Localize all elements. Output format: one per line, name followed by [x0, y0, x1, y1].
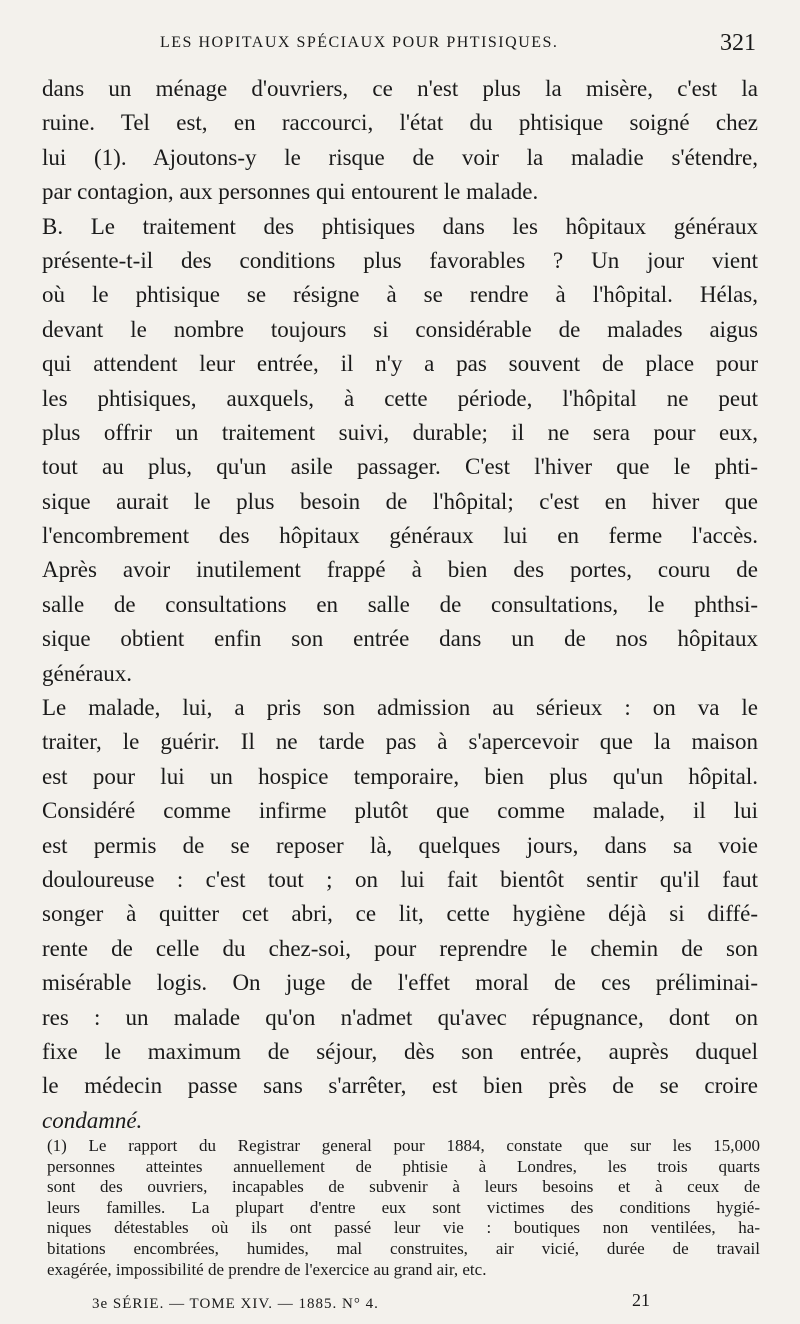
- body-line: songer à quitter cet abri, ce lit, cette hygiène déjà si diffé-: [42, 901, 758, 927]
- body-line: plus offrir un traitement suivi, durable; il ne sera pour eux,: [42, 419, 758, 445]
- body-line: B. Le traitement des phtisiques dans les hôpitaux généraux: [42, 213, 758, 239]
- body-line: res : un malade qu'on n'admet qu'avec répugnance, dont on: [42, 1004, 758, 1030]
- body-line: est permis de se reposer là, quelques jours, dans sa voie: [42, 832, 758, 858]
- body-line: sique obtient enfin son entrée dans un de nos hôpitaux: [42, 626, 758, 652]
- body-line: par contagion, aux personnes qui entourent le malade.: [42, 179, 539, 205]
- body-line: Le malade, lui, a pris son admission au sérieux : on va le: [42, 695, 758, 721]
- footnote-line: niques détestables où ils ont passé leur vie : boutiques non ventilées, ha-: [47, 1218, 760, 1238]
- body-line: le médecin passe sans s'arrêter, est bien près de se croire: [42, 1073, 758, 1099]
- body-line: tout au plus, qu'un asile passager. C'est l'hiver que le phti-: [42, 454, 758, 480]
- footnote-line: sont des ouvriers, incapables de subvenir à leurs besoins et à ceux de: [47, 1177, 760, 1197]
- body-line: présente-t-il des conditions plus favorables ? Un jour vient: [42, 247, 758, 273]
- footnote: [47, 1136, 760, 1280]
- body-line: salle de consultations en salle de consultations, le phthsi-: [42, 591, 758, 617]
- body-text: [42, 72, 758, 1138]
- page-number: 321: [720, 30, 756, 56]
- body-line: devant le nombre toujours si considérable de malades aigus: [42, 316, 758, 342]
- body-line: ruine. Tel est, en raccourci, l'état du phtisique soigné chez: [42, 110, 758, 136]
- body-line: condamné.: [42, 1107, 143, 1133]
- footnote-line: bitations encombrées, humides, mal construites, air vicié, durée de travail: [47, 1238, 760, 1258]
- body-line: dans un ménage d'ouvriers, ce n'est plus la misère, c'est la: [42, 76, 758, 101]
- body-line: qui attendent leur entrée, il n'y a pas souvent de place pour: [42, 351, 758, 377]
- printer-signature: 3e SÉRIE. — TOME XIV. — 1885. N° 4.: [92, 1296, 379, 1312]
- body-line: Après avoir inutilement frappé à bien des portes, couru de: [42, 557, 758, 583]
- body-line: est pour lui un hospice temporaire, bien plus qu'un hôpital.: [42, 763, 758, 789]
- body-line: traiter, le guérir. Il ne tarde pas à s'apercevoir que la maison: [42, 729, 758, 755]
- body-line: où le phtisique se résigne à se rendre à l'hôpital. Hélas,: [42, 282, 758, 308]
- footnote-line: (1) Le rapport du Registrar general pour 1884, constate que sur les 15,000: [47, 1136, 760, 1155]
- body-line: rente de celle du chez-soi, pour reprendre le chemin de son: [42, 935, 758, 961]
- body-line: fixe le maximum de séjour, dès son entrée, auprès duquel: [42, 1038, 758, 1064]
- body-line: misérable logis. On juge de l'effet moral de ces préliminai-: [42, 970, 758, 996]
- body-line: lui (1). Ajoutons-y le risque de voir la maladie s'étendre,: [42, 144, 758, 170]
- running-title: LES HOPITAUX SPÉCIAUX POUR PHTISIQUES.: [160, 34, 559, 51]
- sheet-number: 21: [632, 1290, 650, 1310]
- footnote-line: personnes atteintes annuellement de phtisie à Londres, les trois quarts: [47, 1156, 760, 1176]
- footnote-line: exagérée, impossibilité de prendre de l'exercice au grand air, etc.: [47, 1259, 487, 1279]
- body-line: sique aurait le plus besoin de l'hôpital; c'est en hiver que: [42, 488, 758, 514]
- body-line: Considéré comme infirme plutôt que comme malade, il lui: [42, 798, 758, 824]
- body-line: généraux.: [42, 660, 133, 686]
- body-line: les phtisiques, auxquels, à cette période, l'hôpital ne peut: [42, 385, 758, 411]
- footnote-line: leurs familles. La plupart d'entre eux sont victimes des conditions hygié-: [47, 1197, 760, 1217]
- body-line: l'encombrement des hôpitaux généraux lui en ferme l'accès.: [42, 523, 758, 549]
- body-line: douloureuse : c'est tout ; on lui fait bientôt sentir qu'il faut: [42, 866, 758, 892]
